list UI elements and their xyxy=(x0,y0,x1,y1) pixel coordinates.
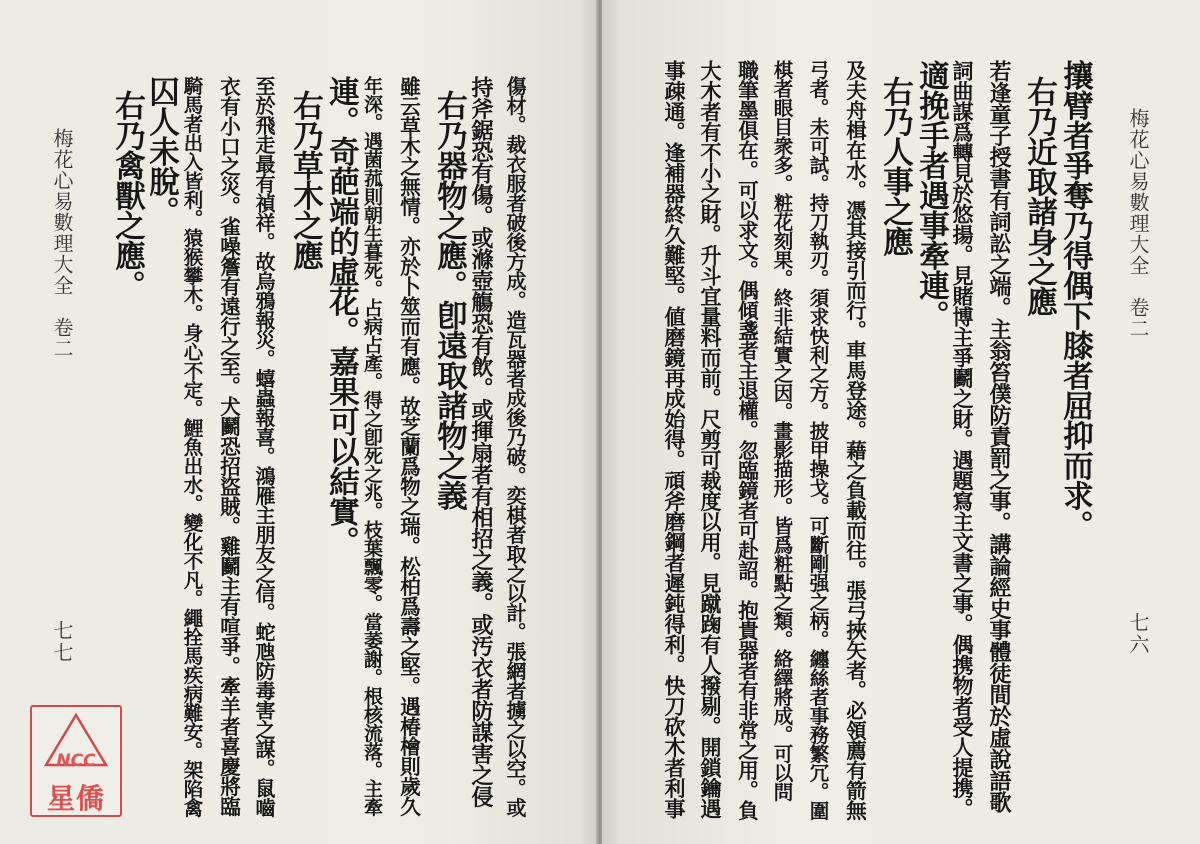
text-column: 適挽手者遇事牽連。 xyxy=(913,60,950,330)
text-column: 雖云草木之無情。亦於卜筮而有應。故芝蘭爲物之瑞。松柏爲壽之堅。遇椿檜則歲久 xyxy=(396,76,421,816)
text-column: 棋者眼目衆多。粧花刻果。終非結實之因。畫影描形。皆爲粧點之類。絡繹將成。可以問 xyxy=(770,60,794,801)
text-column: 事疎通。逢補器終久難堅。値磨鏡再成始得。頑斧磨鋼者遲鈍得利。快刀砍木者利事 xyxy=(662,60,687,819)
right-page xyxy=(602,0,1200,844)
text-column: 騎馬者出入皆利。猿猴攀木。身心不定。鯉魚出水。變化不凡。繩拴馬疾病難安。架陷禽 xyxy=(180,76,204,817)
left-page xyxy=(0,0,598,844)
text-column: 弓者。未可試。持刀執刃。須求快利之方。披甲操戈。可斷剛强之柄。纏絲者事務繁冗。圍 xyxy=(806,60,830,820)
text-column: 大木者有不小之財。升斗宜量料而前。尺剪可裁度以用。見蹴踘有人撥剔。開鎖鑰遇 xyxy=(698,60,723,819)
text-column: 囚人未脫。 xyxy=(143,76,180,226)
ncc-watermark-stamp xyxy=(30,705,122,817)
text-column: 連。奇葩端的虛花。嘉果可以結實。 xyxy=(323,76,360,556)
text-column: 年深。遇菌菰則朝生暮死。占病占產。得之卽死之兆。枝葉飄零。當萎謝。根核流落。主牽 xyxy=(361,76,383,816)
stamp-chinese-text: 星僑 xyxy=(46,782,105,815)
section-heading: 右乃近取諸身之應 xyxy=(1021,76,1058,316)
stamp-latin-text: NCC xyxy=(56,751,96,771)
text-column: 職筆墨俱在。可以求文。偶傾盞者主退權。忽臨鏡者可赴詔。抱貴器者有非常之用。負 xyxy=(734,60,759,820)
text-column: 衣有小口之災。雀噪簷有遠行之至。犬鬬恐招盜賊。雞鬬主有喧爭。牽羊者喜慶將臨 xyxy=(216,76,241,816)
text-column: 傷材。裁衣服者破後方成。造瓦器者成後乃破。奕棋者取之以計。張網者擄之以空。或 xyxy=(503,76,527,817)
running-header: 梅花心易數理大全 卷二 xyxy=(1126,108,1150,339)
section-heading: 右乃人事之應 xyxy=(877,76,914,256)
section-heading: 右乃草木之應 xyxy=(287,90,324,270)
text-column: 右乃禽獸之應。 xyxy=(109,90,146,300)
text-column: 至於飛走最有禎祥。故烏鴉報災。蟢蟲報喜。鴻雁主朋友之信。蛇虺防毒害之謀。鼠嚙 xyxy=(252,76,276,817)
text-column: 若逢童子授書有詞訟之端。主翁笞僕防責罰之事。講論經史事體徒間於虛說語歌 xyxy=(986,60,1012,813)
page-number: 七六 xyxy=(1126,612,1150,656)
text-column: 詞曲謀爲轉見於悠揚。見賭博主爭鬬之財。遇題寫主文書之事。偶携物者受人提携。 xyxy=(950,60,975,819)
running-header: 梅花心易數理大全 卷二 xyxy=(50,128,74,359)
section-heading: 右乃器物之應。卽遠取諸物之義 xyxy=(431,90,468,510)
text-column: 持斧鋸恐有傷。或滌壺觴恐有飲。或揮扇者有相招之義。或汚衣者防謀害之侵 xyxy=(468,76,494,807)
page-number: 七七 xyxy=(50,620,74,664)
text-column: 攘臂者爭奪乃得偶下膝者屈抑而求。 xyxy=(1057,60,1094,540)
text-column: 及夫舟楫在水。憑其接引而行。車馬登途。藉之負載而往。張弓挾矢者。必領薦有箭無 xyxy=(842,60,867,820)
